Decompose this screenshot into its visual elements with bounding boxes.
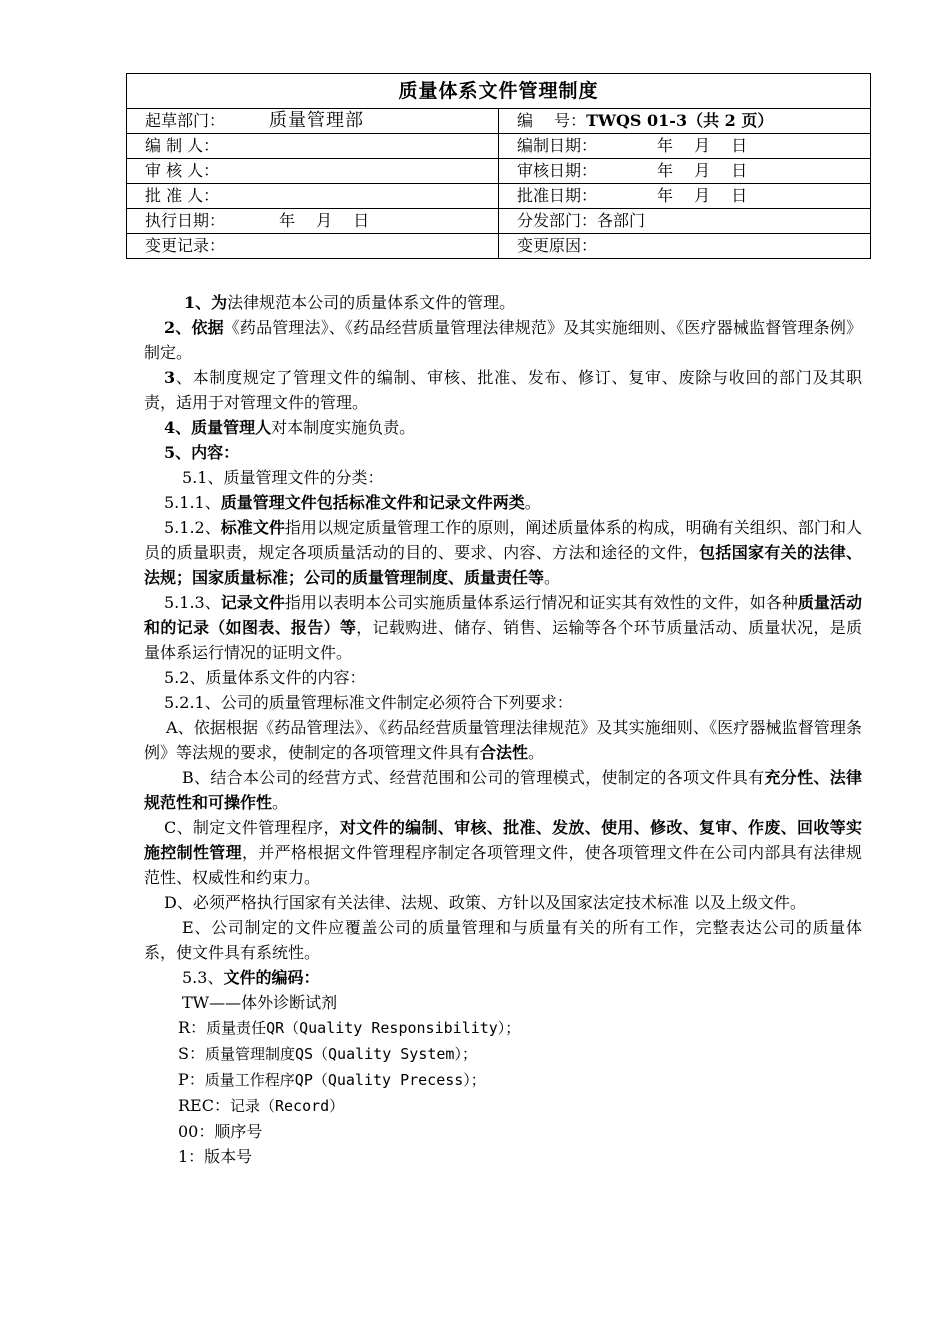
section-5-3	[144, 965, 862, 990]
item-b-end: 。	[272, 793, 289, 812]
section-5-1-2	[144, 515, 862, 590]
section-5-1-1-bold: 质量管理文件包括标准文件和记录文件两类	[220, 493, 525, 512]
paragraph-5-heading: 5、内容：	[164, 443, 240, 462]
compile-date-label: 编制日期：	[517, 136, 598, 155]
code-r-desc: 质量责任QR（Quality Responsibility）；	[206, 1019, 521, 1037]
paragraph-3	[144, 365, 862, 415]
paragraph-2-num: 2、依据	[164, 318, 224, 337]
approver-label: 批 准 人：	[127, 184, 499, 209]
code-s-desc: 质量管理制度QS（Quality System）；	[204, 1045, 477, 1063]
change-record-label: 变更记录：	[127, 234, 499, 259]
compile-date-value: 年 月 日	[657, 136, 748, 155]
section-5-1: 5.1、质量管理文件的分类：	[182, 468, 384, 487]
document-body	[144, 290, 862, 1169]
review-date-value: 年 月 日	[657, 161, 748, 180]
code-p-key: P：	[178, 1070, 205, 1089]
paragraph-4-text: 对本制度实施负责。	[271, 418, 416, 437]
section-5-2-1: 5.2.1、公司的质量管理标准文件制定必须符合下列要求：	[164, 693, 573, 712]
code-tw: TW——体外诊断试剂	[182, 993, 338, 1012]
compile-date-cell	[499, 134, 871, 159]
item-a	[144, 715, 862, 765]
code-s-key: S：	[178, 1044, 205, 1063]
distribution-label: 分发部门：	[517, 211, 598, 230]
item-c-end: ，并严格根据文件管理程序制定各项管理文件，使各项管理文件在公司内部具有法律规范性、权威性和约束力。	[144, 843, 862, 887]
section-5-2: 5.2、质量体系文件的内容：	[164, 668, 366, 687]
approve-date-cell	[499, 184, 871, 209]
item-d: D、必须严格执行国家有关法律、法规、政策、方针以及国家法定技术标准 以及上级文件。	[164, 893, 806, 912]
section-5-1-1-end: 。	[524, 493, 541, 512]
paragraph-5	[144, 440, 862, 465]
document-header-table	[126, 73, 871, 259]
item-b-text: B、结合本公司的经营方式、经营范围和公司的管理模式，使制定的各项文件具有	[182, 768, 765, 787]
item-c-text: C、制定文件管理程序，	[164, 818, 340, 837]
item-e: E、公司制定的文件应覆盖公司的质量管理和与质量有关的所有工作，完整表达公司的质量体系，使文件具有系统性。	[144, 918, 862, 962]
section-5-1-3-text: 指用以表明本公司实施质量体系运行情况和证实其有效性的文件，如各种	[284, 593, 798, 612]
section-5-1-3-num: 5.1.3、	[164, 593, 221, 612]
section-5-1-2-bold: 包括国家有关的法律、法规；国家质量标准；公司的质量管理制度、质量责任等	[144, 543, 862, 587]
section-5-3-heading: 文件的编码：	[223, 968, 320, 987]
distribution-value: 各部门	[597, 211, 646, 230]
code-1: 1：版本号	[178, 1147, 253, 1166]
exec-date-value: 年 月 日	[279, 211, 370, 230]
paragraph-2	[144, 315, 862, 365]
draft-dept-label: 起草部门：	[145, 111, 226, 130]
section-5-1-3-term: 记录文件	[220, 593, 285, 612]
code-00: 00：顺序号	[178, 1122, 263, 1141]
paragraph-3-num: 3	[164, 368, 176, 387]
code-p-desc: 质量工作程序QP（Quality Precess）；	[204, 1071, 486, 1089]
draft-dept-value: 质量管理部	[269, 110, 365, 131]
code-cell	[499, 109, 871, 134]
paragraph-4-num: 4、质量管理人	[164, 418, 272, 437]
change-reason-label: 变更原因：	[499, 234, 871, 259]
document-title: 质量体系文件管理制度	[127, 74, 871, 109]
item-a-bold: 合法性	[480, 743, 529, 762]
paragraph-1-text: 法律规范本公司的质量体系文件的管理。	[227, 293, 516, 312]
section-5-1-3-bold: 质量活动和的记录（如图表、报告）等	[144, 593, 862, 637]
paragraph-1	[144, 290, 862, 315]
code-r-key: R：	[178, 1018, 207, 1037]
section-5-1-1	[144, 490, 862, 515]
code-label: 编 号：	[517, 111, 587, 130]
code-value: TWQS 01-3（共 2 页）	[586, 111, 774, 130]
code-s	[144, 1041, 862, 1067]
exec-date-cell	[127, 209, 499, 234]
section-5-1-3	[144, 590, 862, 665]
code-rec-key: REC：	[178, 1096, 230, 1115]
paragraph-4	[144, 415, 862, 440]
draft-dept-cell	[127, 109, 499, 134]
reviewer-label: 审 核 人：	[127, 159, 499, 184]
exec-date-label: 执行日期：	[145, 211, 226, 230]
review-date-label: 审核日期：	[517, 161, 598, 180]
item-b	[144, 765, 862, 815]
item-c	[144, 815, 862, 890]
code-rec	[144, 1093, 862, 1119]
paragraph-2-text: 《药品管理法》、《药品经营质量管理法律规范》及其实施细则、《医疗器械监督管理条例》制定。	[144, 318, 862, 362]
section-5-1-2-end: 。	[544, 568, 561, 587]
code-r	[144, 1015, 862, 1041]
item-a-text: A、依据根据《药品管理法》、《药品经营质量管理法律规范》及其实施细则、《医疗器械监督管理条例》等法规的要求，使制定的各项管理文件具有	[144, 718, 862, 762]
section-5-1-1-num: 5.1.1、	[164, 493, 221, 512]
item-a-end: 。	[528, 743, 545, 762]
section-5-1-2-text: 指用以规定质量管理工作的原则，阐述质量体系的构成，明确有关组织、部门和人员的质量职责，规定各项质量活动的目的、要求、内容、方法和途径的文件，	[144, 518, 862, 562]
item-c-bold: 对文件的编制、审核、批准、发放、使用、修改、复审、作废、回收等实施控制性管理	[144, 818, 862, 862]
section-5-1-2-term: 标准文件	[220, 518, 285, 537]
approve-date-value: 年 月 日	[657, 186, 748, 205]
distribution-cell	[499, 209, 871, 234]
paragraph-3-text: 、本制度规定了管理文件的编制、审核、批准、发布、修订、复审、废除与收回的部门及其职责，适用于对管理文件的管理。	[144, 368, 862, 412]
review-date-cell	[499, 159, 871, 184]
code-p	[144, 1067, 862, 1093]
paragraph-1-num: 1、为	[184, 293, 228, 312]
section-5-1-3-end: ，记载购进、储存、销售、运输等各个环节质量活动、质量状况，是质量体系运行情况的证明文件。	[144, 618, 862, 662]
item-b-bold: 充分性、法律规范性和可操作性	[144, 768, 862, 812]
section-5-3-num: 5.3、	[182, 968, 224, 987]
approve-date-label: 批准日期：	[517, 186, 598, 205]
section-5-1-2-num: 5.1.2、	[164, 518, 221, 537]
code-rec-desc: 记录（Record）	[229, 1097, 345, 1115]
compiler-label: 编 制 人：	[127, 134, 499, 159]
